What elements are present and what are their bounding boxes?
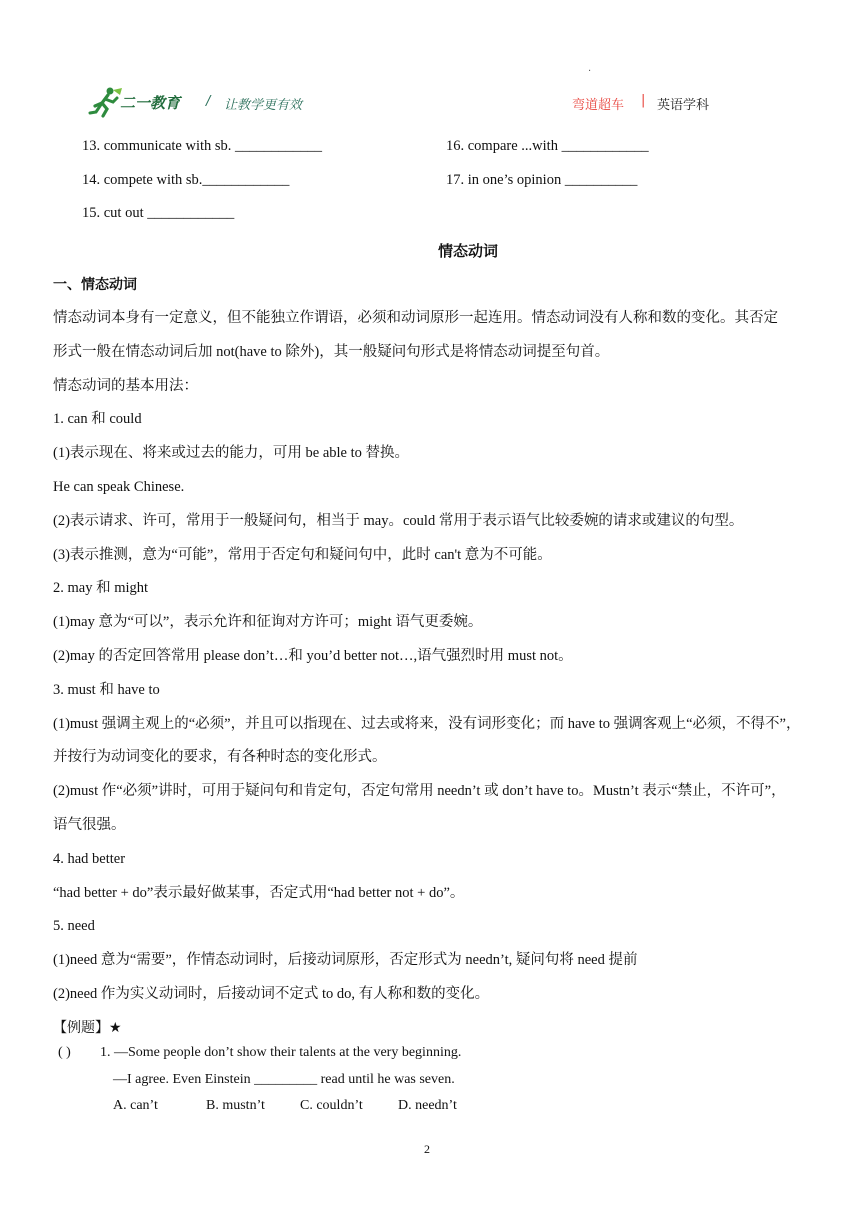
heading-need: 5. need	[53, 918, 95, 934]
can-example: He can speak Chinese.	[53, 479, 185, 495]
can-rule-2: (2)表示请求、许可，常用于一般疑问句，相当于 may。could 常用于表示语气比较委婉的请求或建议的句型。	[53, 513, 744, 529]
heading-had-better: 4. had better	[53, 851, 126, 867]
logo-text: 二一教育	[120, 94, 181, 112]
heading-may-might: 2. may 和 might	[53, 580, 149, 596]
intro-line-1: 情态动词本身有一定意义，但不能独立作谓语，必须和动词原形一起连用。情态动词没有人称和数的变化。其否定	[53, 310, 778, 326]
course-separator: |	[641, 93, 646, 108]
phrase-17: 17. in one’s opinion __________	[446, 172, 638, 188]
header	[0, 0, 860, 130]
option-b[interactable]: B. mustn’t	[206, 1098, 265, 1113]
intro-line-2: 形式一般在情态动词后加 not(have to 除外)，其一般疑问句形式是将情态动词提至句首。	[53, 344, 610, 360]
header-dot: ·	[588, 66, 592, 77]
slogan-separator: /	[206, 94, 211, 109]
answer-blank[interactable]: ( )	[58, 1045, 71, 1060]
phrase-14: 14. compete with sb.____________	[82, 172, 290, 188]
can-rule-3: (3)表示推测，意为“可能”，常用于否定句和疑问句中，此时 can't 意为不可能。	[53, 547, 552, 563]
must-rule-1a: (1)must 强调主观上的“必须”，并且可以指现在、过去或将来，没有词形变化；而 have to 强调客观上“必须，不得不”，	[53, 716, 801, 732]
option-c[interactable]: C. couldn’t	[300, 1098, 363, 1113]
may-rule-1: (1)may 意为“可以”，表示允许和征询对方许可；might 语气更委婉。	[53, 614, 483, 630]
question-1-reply: —I agree. Even Einstein _________ read until he was seven.	[113, 1072, 455, 1087]
may-rule-2: (2)may 的否定回答常用 please don’t…和 you’d better not…,语气强烈时用 must not。	[53, 648, 573, 664]
phrase-13: 13. communicate with sb. ____________	[82, 138, 323, 154]
example-label: 【例题】★	[53, 1020, 122, 1036]
heading-must-have-to: 3. must 和 have to	[53, 682, 160, 698]
subject-name: 英语学科	[657, 98, 710, 113]
basic-usage-label: 情态动词的基本用法：	[53, 378, 198, 394]
had-better-rule: “had better + do”表示最好做某事，否定式用“had better not + do”。	[53, 885, 465, 901]
question-1-text: 1. —Some people don’t show their talents at the very beginning.	[100, 1045, 462, 1060]
must-rule-1b: 并按行为动词变化的要求，有各种时态的变化形式。	[53, 749, 387, 765]
page-title: 情态动词	[437, 242, 498, 260]
section-heading: 一、情态动词	[53, 277, 137, 293]
runner-logo-icon	[88, 86, 124, 118]
option-d[interactable]: D. needn’t	[398, 1098, 457, 1113]
phrase-16: 16. compare ...with ____________	[446, 138, 649, 154]
need-rule-2: (2)need 作为实义动词时，后接动词不定式 to do, 有人称和数的变化。	[53, 986, 490, 1002]
phrase-15: 15. cut out ____________	[82, 205, 235, 221]
option-a[interactable]: A. can’t	[113, 1098, 158, 1113]
slogan: 让教学更有效	[224, 98, 303, 113]
page-number: 2	[424, 1142, 430, 1156]
need-rule-1: (1)need 意为“需要”，作情态动词时，后接动词原形，否定形式为 needn’t, 疑问句将 need 提前	[53, 952, 638, 968]
course-name: 弯道超车	[572, 98, 625, 113]
can-rule-1: (1)表示现在、将来或过去的能力，可用 be able to 替换。	[53, 445, 410, 461]
heading-can-could: 1. can 和 could	[53, 411, 142, 427]
must-rule-2a: (2)must 作“必须”讲时，可用于疑问句和肯定句，否定句常用 needn’t 或 don’t have to。Mustn’t 表示“禁止，不许可”，	[53, 783, 786, 799]
logo	[88, 86, 198, 118]
must-rule-2b: 语气很强。	[53, 817, 126, 833]
